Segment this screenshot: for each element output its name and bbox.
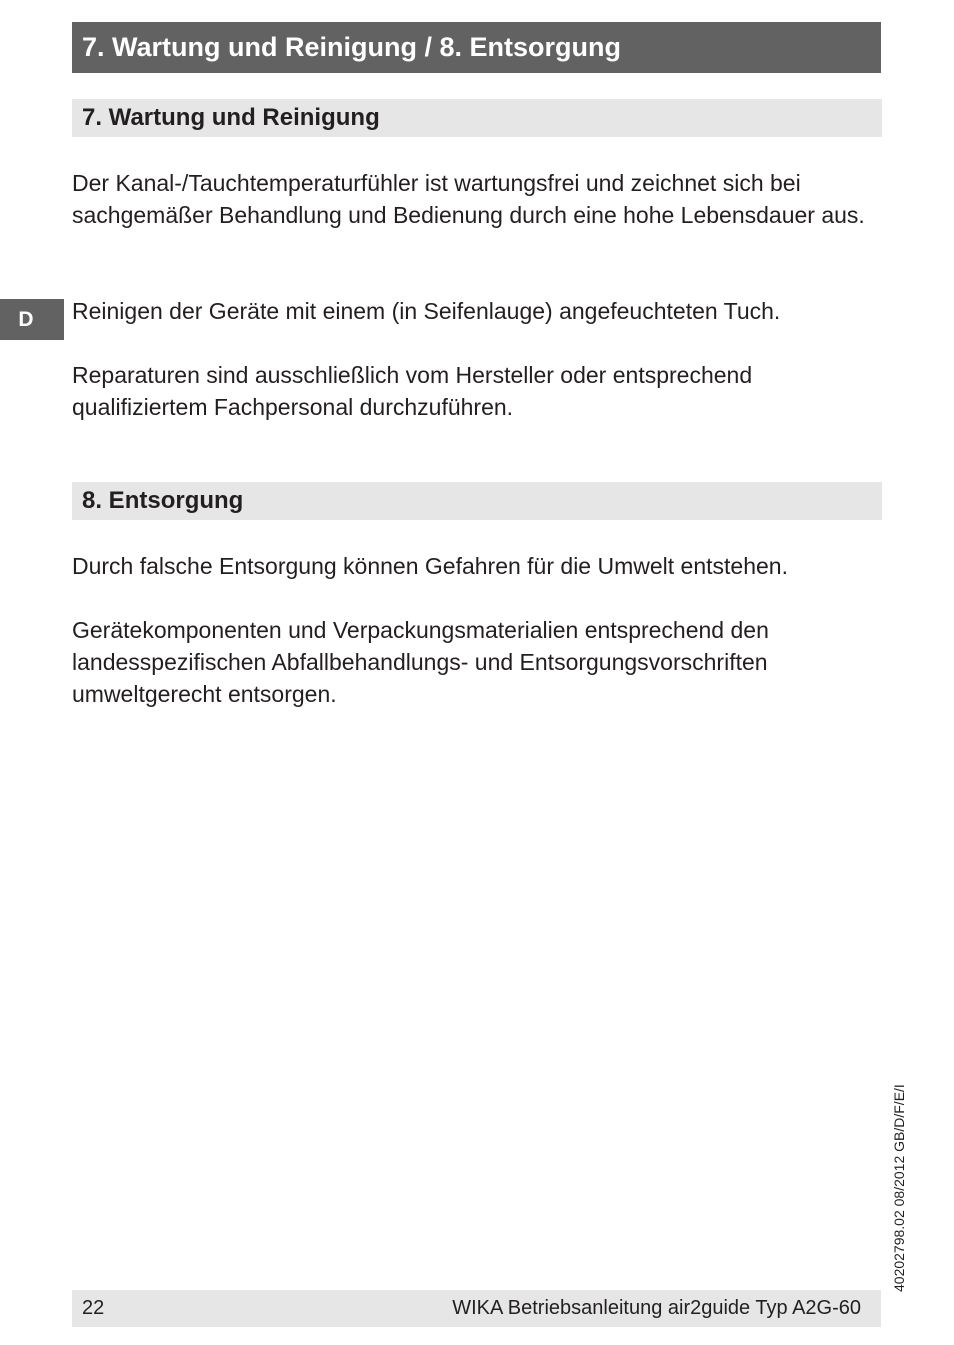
paragraph-disposal-hazard: Durch falsche Entsorgung können Gefahren für die Umwelt entstehen. bbox=[72, 553, 788, 579]
paragraph-repairs: Reparaturen sind ausschließlich vom Hersteller oder entsprechend qualifiziertem Fachpersonal durchzuführen. bbox=[72, 362, 753, 420]
paragraph-disposal-instructions: Gerätekomponenten und Verpackungsmaterialien entsprechend den landesspezifischen Abfallbehandlungs- und Entsorgungsvorschriften umweltgerecht entsorgen. bbox=[72, 617, 769, 707]
document-code: 40202798.02 08/2012 GB/D/F/E/I bbox=[891, 1084, 907, 1292]
page-footer bbox=[72, 1290, 881, 1327]
section-heading-disposal: 8. Entsorgung bbox=[72, 482, 882, 520]
language-tab: D bbox=[0, 299, 64, 340]
paragraph-cleaning: Reinigen der Geräte mit einem (in Seifenlauge) angefeuchteten Tuch. bbox=[72, 298, 781, 324]
page-number: 22 bbox=[82, 1297, 105, 1319]
section-heading-maintenance: 7. Wartung und Reinigung bbox=[72, 99, 882, 137]
page-title: 7. Wartung und Reinigung / 8. Entsorgung bbox=[72, 22, 881, 73]
paragraph-maintenance-free: Der Kanal-/Tauchtemperaturfühler ist wartungsfrei und zeichnet sich bei sachgemäßer Behandlung und Bedienung durch eine hohe Lebensdauer aus. bbox=[72, 170, 865, 228]
footer-document-title: WIKA Betriebsanleitung air2guide Typ A2G-60 bbox=[452, 1297, 861, 1319]
